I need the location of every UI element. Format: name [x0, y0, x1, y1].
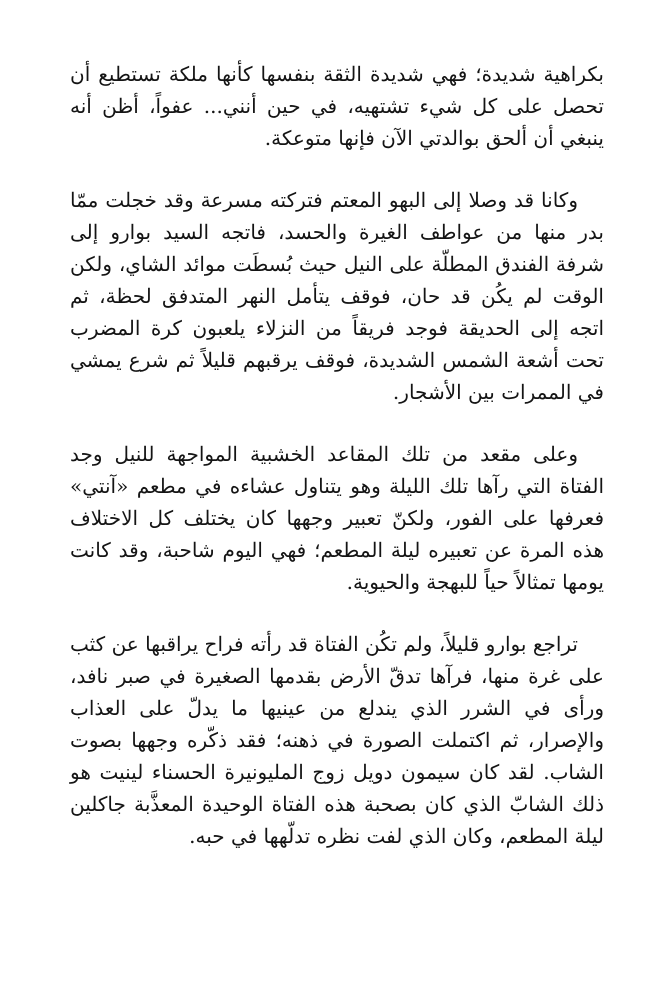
paragraph-3: وعلى مقعد من تلك المقاعد الخشبية المواجهة للنيل وجد الفتاة التي رآها تلك الليلة وهو يتناول عشاءه في مطعم «آنتي» فعرفها على الفور، ولكنّ تعبير وجهها كان يختلف كل الاختلاف هذه المرة عن تعبيره ليلة المطعم؛ فهي اليوم شاحبة، وقد كانت يومها تمثالاً حياً للبهجة والحيوية.: [70, 442, 604, 594]
paragraph-2: وكانا قد وصلا إلى البهو المعتم فتركته مسرعة وقد خجلت ممّا بدر منها من عواطف الغيرة والحسد، فاتجه السيد بوارو إلى شرفة الفندق المطلّة على النيل حيث بُسطَت موائد الشاي، ولكن الوقت لم يكُن قد حان، فوقف يتأمل النهر المتدفق لحظة، ثم اتجه إلى الحديقة فوجد فريقاً من النزلاء يلعبون كرة المضرب تحت أشعة الشمس الشديدة، فوقف يرقبهم قليلاً ثم شرع يمشي في الممرات بين الأشجار.: [70, 188, 604, 404]
paragraph-4: تراجع بوارو قليلاً، ولم تكُن الفتاة قد رأته فراح يراقبها عن كثب على غرة منها، فرآها تدقّ الأرض بقدمها الصغيرة في صبر نافد، ورأى في الشرر الذي يندلع من عينيها ما يدلّ على العذاب والإصرار، ثم اكتملت الصورة في ذهنه؛ فقد ذكّره وجهها بصوت الشاب. لقد كان سيمون دويل زوج المليونيرة الحسناء لينيت هو ذلك الشابّ الذي كان بصحبة هذه الفتاة الوحيدة المعذَّبة جاكلين ليلة المطعم، وكان الذي لفت نظره تدلّهها في حبه.: [70, 632, 604, 848]
book-page: [70, 58, 604, 852]
paragraph-1: بكراهية شديدة؛ فهي شديدة الثقة بنفسها كأنها ملكة تستطيع أن تحصل على كل شيء تشتهيه، في حين أنني... عفواً، أظن أنه ينبغي أن ألحق بوالدتي الآن فإنها متوعكة.: [70, 62, 604, 150]
